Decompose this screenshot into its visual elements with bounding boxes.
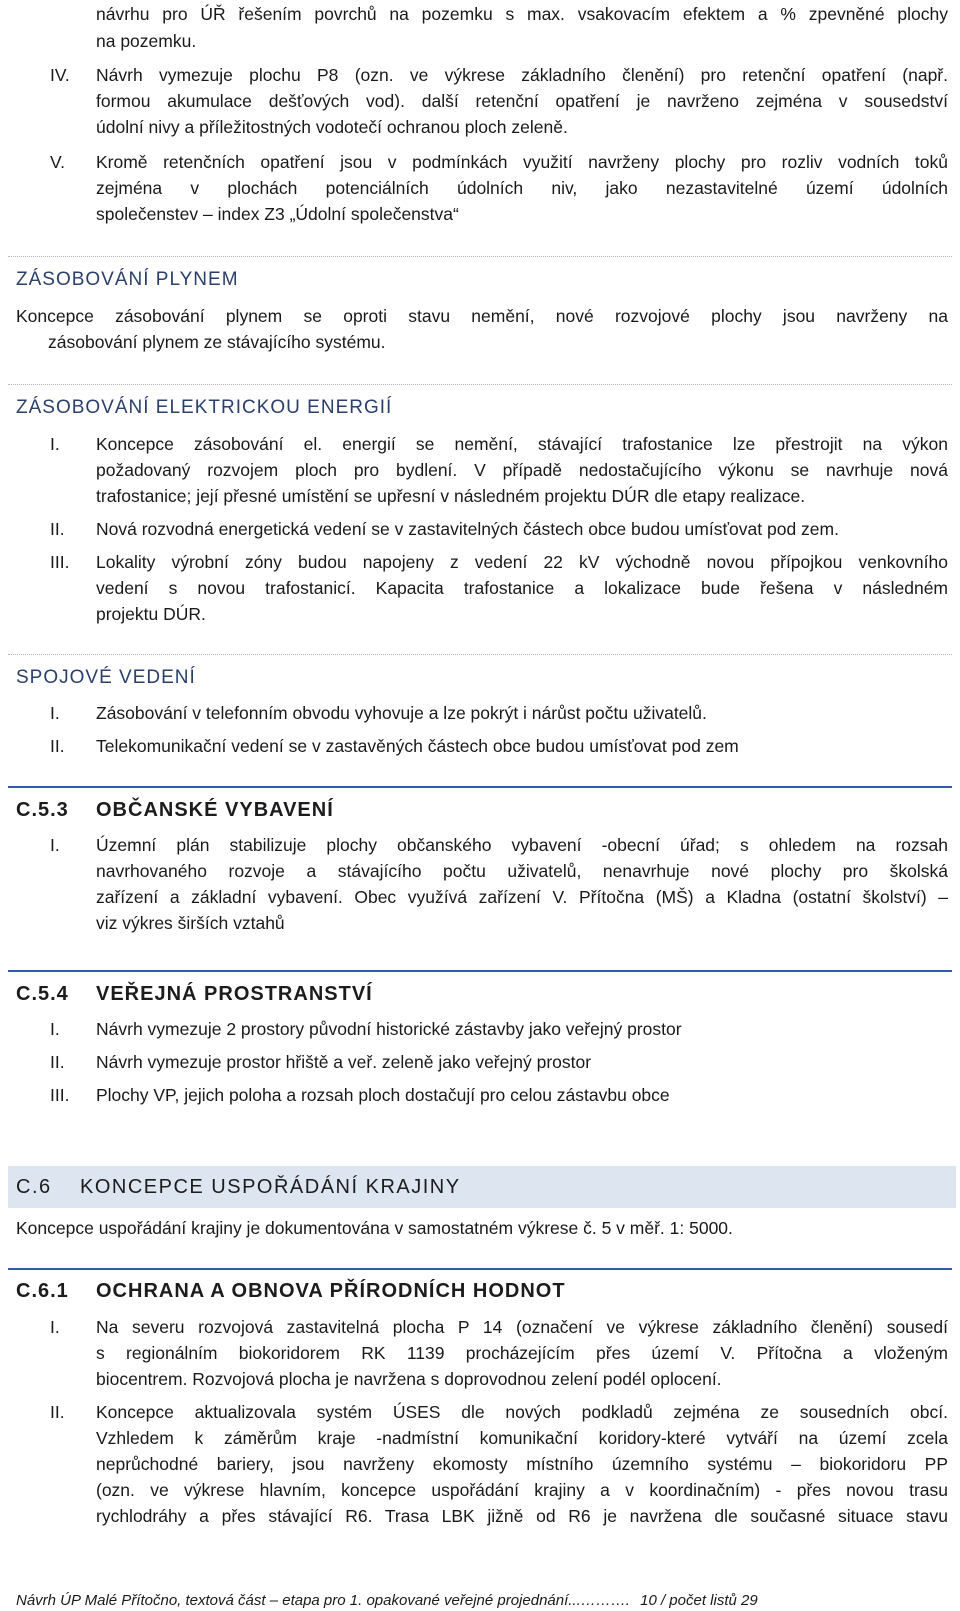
section-divider (8, 256, 952, 257)
paragraph-line: Nová rozvodná energetická vedení se v zastavitelných částech obce budou umísťovat pod zem. (96, 519, 839, 539)
section-heading: ZÁSOBOVÁNÍ ELEKTRICKOU ENERGIÍ (16, 397, 393, 418)
paragraph-line: Lokality výrobní zóny budou napojeny z vedení 22 kV východně novou přípojkou venkovního (96, 552, 948, 572)
footer-page-number: 10 / počet listů 29 (640, 1592, 758, 1609)
paragraph-line: Kromě retenčních opatření jsou v podmínkách využití navrženy plochy pro rozliv vodních toků (96, 152, 948, 172)
paragraph-line: neprůchodné bariery, jsou navrženy ekomosty místního územního systému – biokoridoru PP (96, 1454, 948, 1474)
paragraph-line: Koncepce aktualizovala systém ÚSES dle nových podkladů zejména ze sousedních obcí. (96, 1402, 948, 1422)
list-number: V. (50, 152, 65, 172)
section-code: C.6.1 (16, 1280, 69, 1302)
list-number: II. (50, 1052, 65, 1072)
page-footer (16, 1592, 758, 1609)
list-number: I. (50, 703, 60, 723)
paragraph-line: na pozemku. (96, 31, 197, 51)
section-divider (8, 384, 952, 385)
paragraph-line: údolní nivy a příležitostných vodotečí ochranou ploch zeleně. (96, 117, 568, 137)
paragraph-line: rychlodráhy a přes stávající R6. Trasa LBK jižně od R6 je navržena dle současné situace stavu (96, 1506, 948, 1526)
paragraph-line: zejména v plochách potenciálních údolních niv, jako nezastavitelné území údolních (96, 178, 948, 198)
section-title: OBČANSKÉ VYBAVENÍ (96, 799, 334, 821)
list-number: I. (50, 434, 60, 454)
paragraph-line: Plochy VP, jejich poloha a rozsah ploch dostačují pro celou zástavbu obce (96, 1085, 670, 1105)
section-title: OCHRANA A OBNOVA PŘÍRODNÍCH HODNOT (96, 1280, 566, 1302)
section-rule (8, 1268, 952, 1270)
list-number: III. (50, 552, 70, 572)
paragraph-line: (ozn. ve výkrese hlavním, koncepce uspořádání krajiny a v koordinačním) - přes novou trasu (96, 1480, 948, 1500)
list-number: IV. (50, 65, 70, 85)
paragraph-line: Vzhledem k záměrům kraje -nadmístní komunikační koridory-které vytváří na území zcela (96, 1428, 948, 1448)
paragraph-line: navrhovaného rozvoje a stávajícího počtu uživatelů, nenavrhuje nové plochy pro školská (96, 861, 948, 881)
paragraph-line: Návrh vymezuje 2 prostory původní historické zástavby jako veřejný prostor (96, 1019, 682, 1039)
paragraph-line: Koncepce uspořádání krajiny je dokumentována v samostatném výkrese č. 5 v měř. 1: 5000. (16, 1218, 733, 1238)
list-number: I. (50, 835, 60, 855)
list-number: I. (50, 1317, 60, 1337)
list-number: I. (50, 1019, 60, 1039)
section-heading: SPOJOVÉ VEDENÍ (16, 667, 196, 688)
paragraph-line: zásobování plynem ze stávajícího systému. (48, 332, 386, 352)
section-code: C.6 (16, 1176, 52, 1198)
paragraph-line: Územní plán stabilizuje plochy občanského vybavení -obecní úřad; s ohledem na rozsah (96, 835, 948, 855)
section-divider (8, 654, 952, 655)
section-rule (8, 970, 952, 972)
paragraph-line: formou akumulace dešťových vod). další retenční opatření je navrženo zejména v sousedství (96, 91, 948, 111)
paragraph-line: projektu DÚR. (96, 604, 206, 624)
list-number: II. (50, 1402, 65, 1422)
paragraph-line: viz výkres širších vztahů (96, 913, 285, 933)
paragraph-line: vedení s novou trafostanicí. Kapacita trafostanice a lokalizace bude řešena v následném (96, 578, 948, 598)
list-number: III. (50, 1085, 70, 1105)
paragraph-line: Koncepce zásobování el. energií se nemění, stávající trafostanice lze přestrojit na výkon (96, 434, 948, 454)
section-title: VEŘEJNÁ PROSTRANSTVÍ (96, 983, 373, 1005)
paragraph-line: Telekomunikační vedení se v zastavěných částech obce budou umísťovat pod zem (96, 736, 739, 756)
section-title: KONCEPCE USPOŘÁDÁNÍ KRAJINY (80, 1176, 461, 1198)
paragraph-line: s regionálním biokoridorem RK 1139 procházejícím přes území V. Přítočna a vloženým (96, 1343, 948, 1363)
list-number: II. (50, 519, 65, 539)
paragraph-line: Na severu rozvojová zastavitelná plocha P 14 (označení ve výkrese základního členění) sousedí (96, 1317, 948, 1337)
section-heading: ZÁSOBOVÁNÍ PLYNEM (16, 269, 239, 290)
paragraph-line: Zásobování v telefonním obvodu vyhovuje a lze pokrýt i nárůst počtu uživatelů. (96, 703, 707, 723)
paragraph-line: požadovaný rozvojem ploch pro bydlení. V případě nedostačujícího výkonu se navrhuje nová (96, 460, 948, 480)
section-code: C.5.4 (16, 983, 69, 1005)
paragraph-line: Návrh vymezuje prostor hřiště a veř. zeleně jako veřejný prostor (96, 1052, 592, 1072)
paragraph-line: Koncepce zásobování plynem se oproti stavu nemění, nové rozvojové plochy jsou navrženy na (16, 306, 948, 326)
list-number: II. (50, 736, 65, 756)
section-code: C.5.3 (16, 799, 69, 821)
paragraph-line: trafostanice; její přesné umístění se upřesní v následném projektu DÚR dle etapy realizace. (96, 486, 806, 506)
footer-document-title: Návrh ÚP Malé Přítočno, textová část – etapa pro 1. opakované veřejné projednání...………. (16, 1592, 630, 1609)
paragraph-line: návrhu pro ÚŘ řešením povrchů na pozemku s max. vsakovacím efektem a % zpevněné plochy (96, 4, 948, 24)
paragraph-line: biocentrem. Rozvojová plocha je navržena s doprovodnou zelení podél oplocení. (96, 1369, 722, 1389)
paragraph-line: zařízení a základní vybavení. Obec využívá zařízení V. Přítočna (MŠ) a Kladna (ostatní školství) – (96, 887, 948, 907)
section-rule (8, 786, 952, 788)
paragraph-line: Návrh vymezuje plochu P8 (ozn. ve výkrese základního členění) pro retenční opatření (např. (96, 65, 948, 85)
paragraph-line: společenstev – index Z3 „Údolní společenstva“ (96, 204, 459, 224)
